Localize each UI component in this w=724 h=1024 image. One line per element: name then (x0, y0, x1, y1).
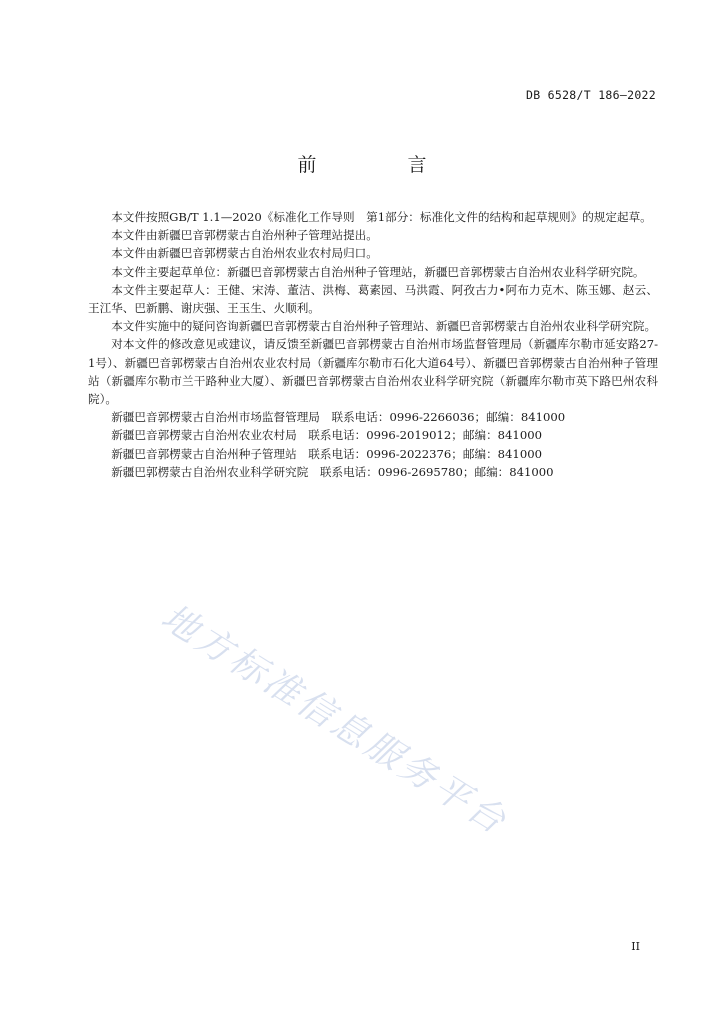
paragraph-inquiries: 本文件实施中的疑问咨询新疆巴音郭楞蒙古自治州种子管理站、新疆巴音郭楞蒙古自治州农业科学研究院。 (111, 319, 657, 334)
watermark: 地方标准信息服务平台 (154, 596, 515, 844)
page-number: II (631, 940, 640, 953)
document-code: DB 6528/T 186—2022 (525, 88, 656, 102)
paragraph-feedback: 对本文件的修改意见或建议，请反馈至新疆巴音郭楞蒙古自治州市场监督管理局（新疆库尔勒市延安路27-1号）、新疆巴音郭楞蒙古自治州农业农村局（新疆库尔勒市石化大道64号）、新疆巴音郭楞蒙古自治州种子管理站（新疆库尔勒市兰干路种业大厦）、新疆巴音郭楞蒙古自治州农业科学研究院（新疆库尔勒市英下路巴州农科院）。 (88, 337, 658, 407)
paragraph-proposer: 本文件由新疆巴音郭楞蒙古自治州种子管理站提出。 (111, 228, 378, 243)
section-title: 前 言 (297, 154, 463, 176)
paragraph-drafting-rules: 本文件按照GB/T 1.1—2020《标准化工作导则 第1部分：标准化文件的结构和起草规则》的规定起草。 (111, 210, 652, 224)
contact-line: 新疆巴音郭楞蒙古自治州农业农村局 联系电话：0996-2019012；邮编：841000 (111, 428, 542, 443)
contact-line: 新疆巴郭楞蒙古自治州农业科学研究院 联系电话：0996-2695780；邮编：841000 (111, 464, 554, 479)
foreword-body (88, 208, 658, 481)
contact-line: 新疆巴音郭楞蒙古自治州市场监督管理局 联系电话：0996-2266036；邮编：841000 (111, 410, 566, 425)
contact-line: 新疆巴音郭楞蒙古自治州种子管理站 联系电话：0996-2022376；邮编：841000 (111, 446, 542, 461)
paragraph-drafting-units: 本文件主要起草单位：新疆巴音郭楞蒙古自治州种子管理站，新疆巴音郭楞蒙古自治州农业科学研究院。 (111, 264, 645, 279)
paragraph-centralizer: 本文件由新疆巴音郭楞蒙古自治州农业农村局归口。 (111, 246, 378, 261)
paragraph-drafters: 本文件主要起草人：王健、宋涛、董洁、洪梅、葛素园、马洪霞、阿孜古力•阿布力克木、陈玉娜、赵云、王江华、巴新鹏、谢庆强、王玉生、火顺利。 (88, 282, 658, 316)
